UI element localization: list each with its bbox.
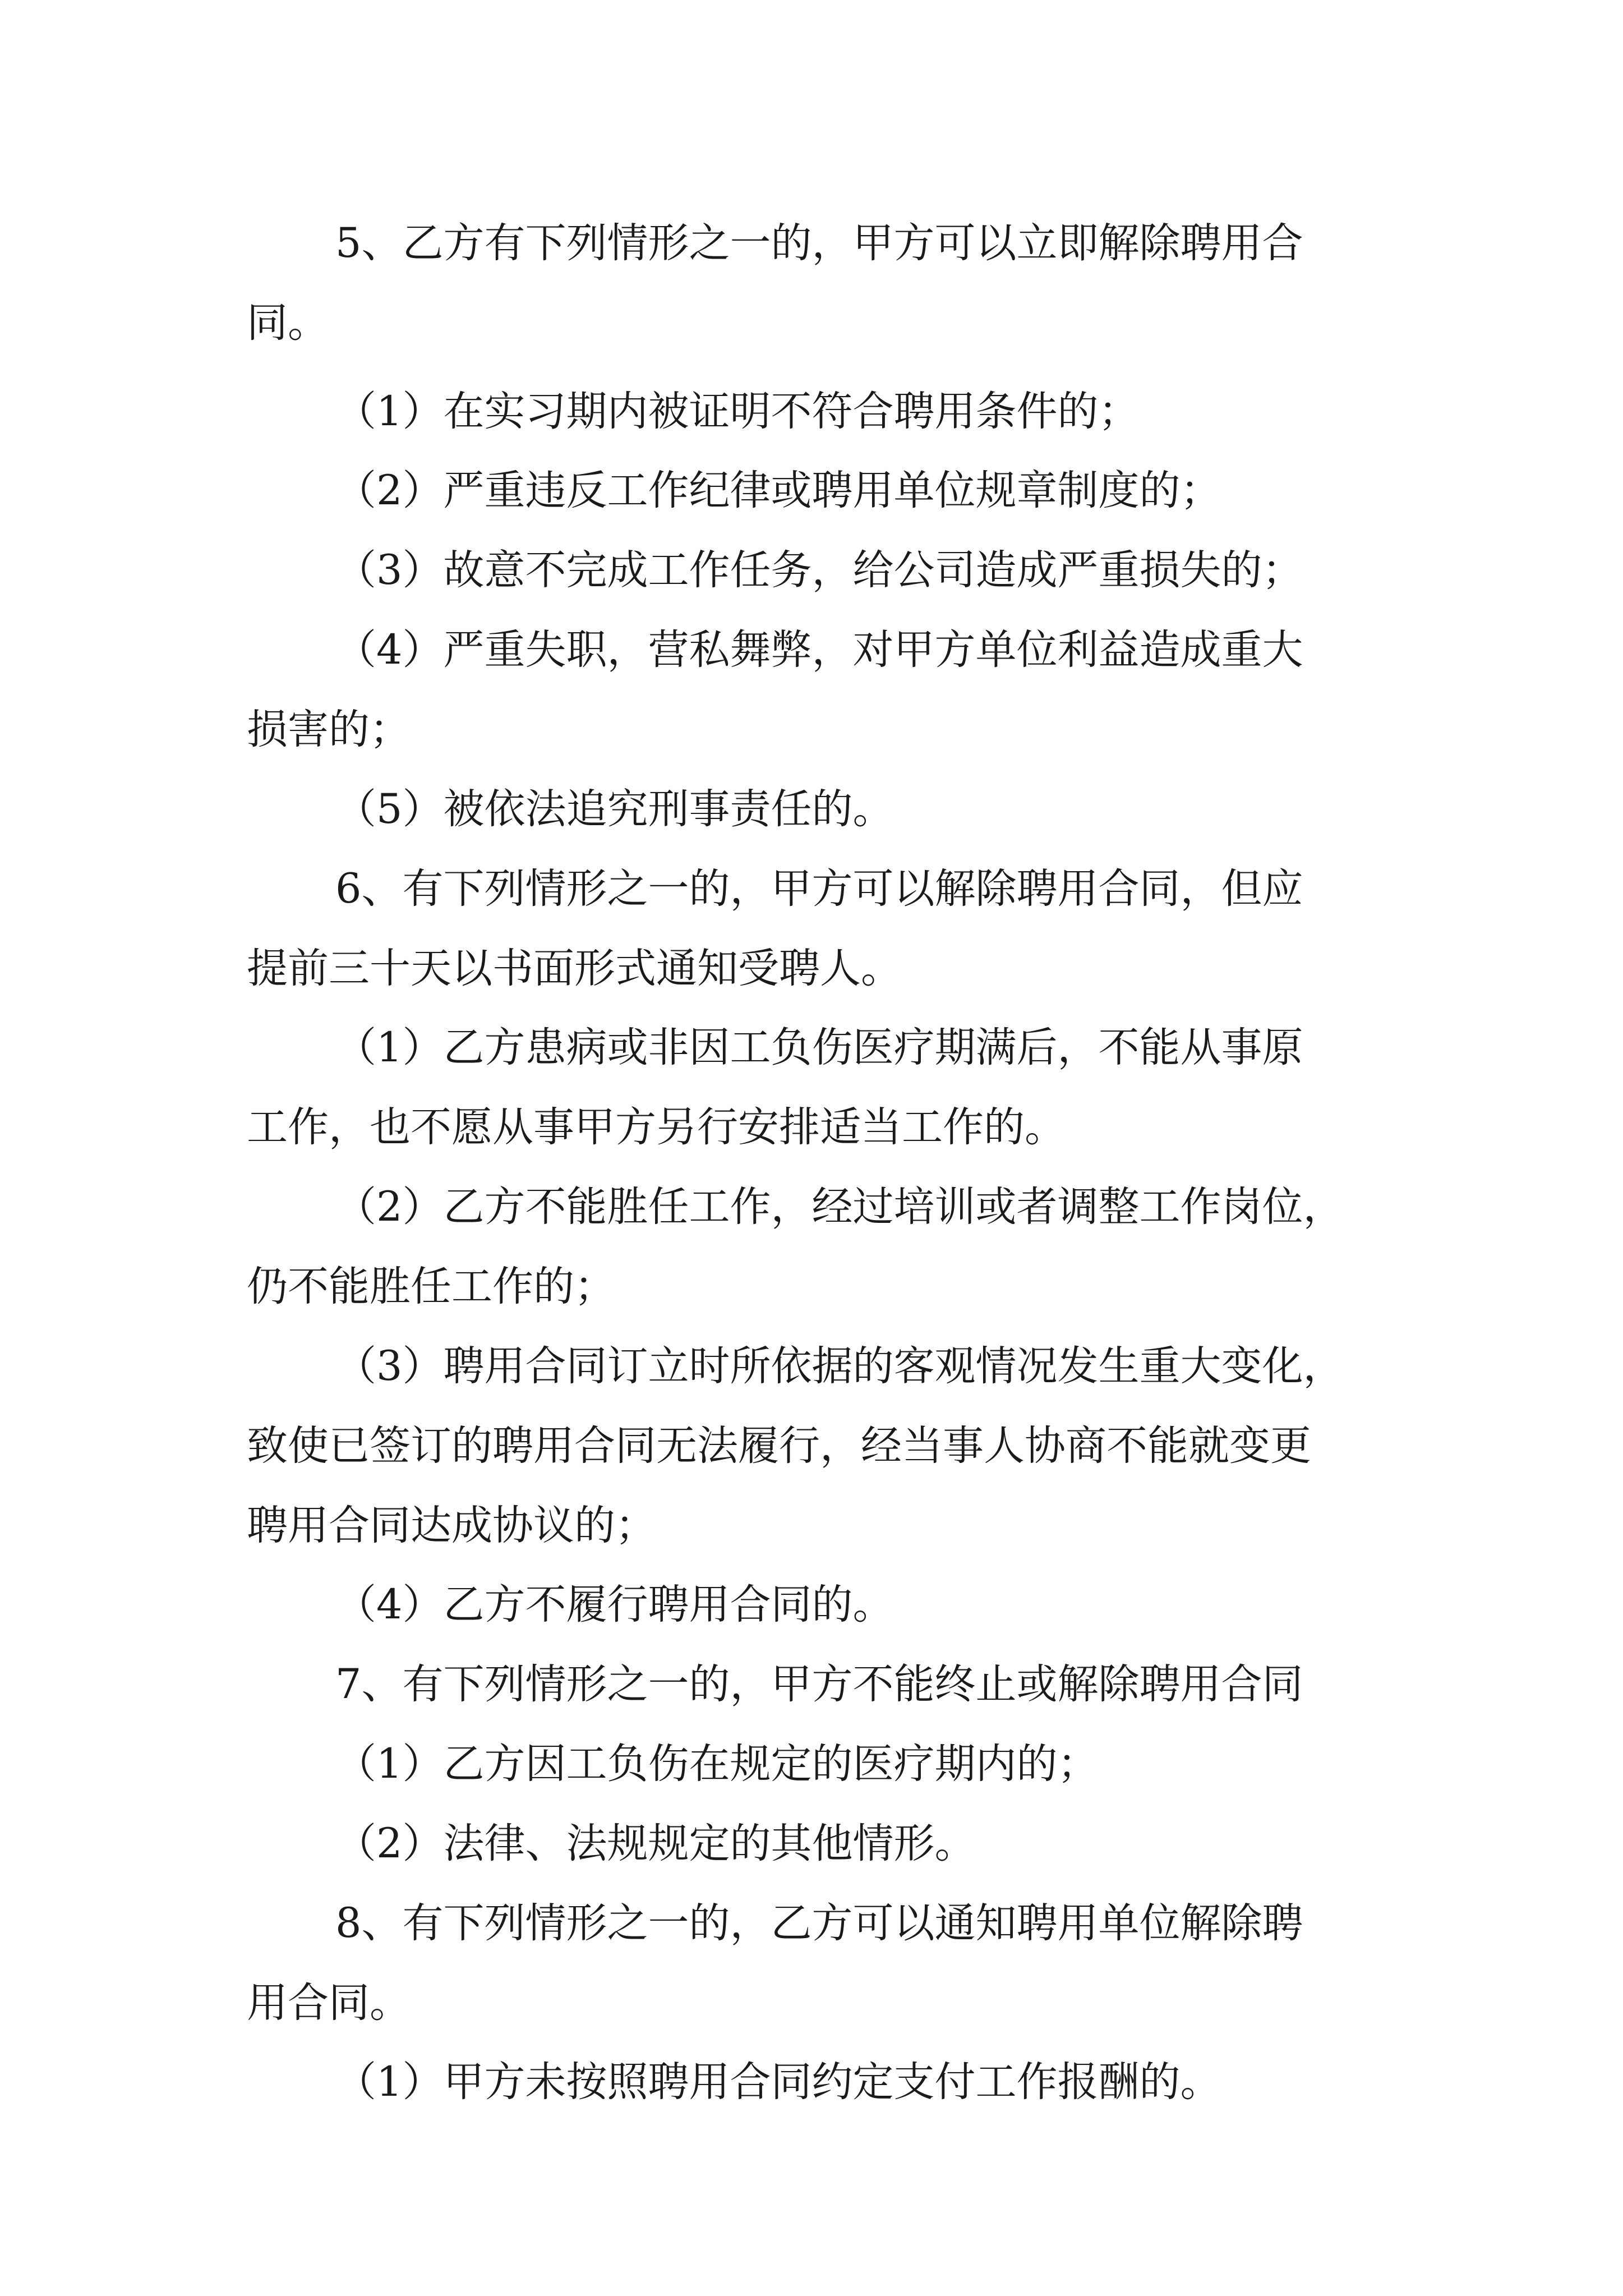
text-line: （5）被依法追究刑事责任的。	[335, 785, 894, 833]
text-line: 损害的；	[247, 706, 411, 753]
text-line: 8、有下列情形之一的，乙方可以通知聘用单位解除聘	[335, 1899, 1303, 1947]
text-line: （1）甲方未按照聘用合同约定支付工作报酬的。	[335, 2058, 1221, 2106]
text-line: 6、有下列情形之一的，甲方可以解除聘用合同，但应	[335, 865, 1303, 913]
text-line: （3）聘用合同订立时所依据的客观情况发生重大变化，	[335, 1342, 1344, 1390]
text-line: 同。	[247, 299, 329, 347]
text-line: （2）乙方不能胜任工作，经过培训或者调整工作岗位，	[335, 1183, 1344, 1231]
text-line: （1）乙方患病或非因工负伤医疗期满后，不能从事原	[335, 1024, 1303, 1071]
text-line: （2）法律、法规规定的其他情形。	[335, 1820, 976, 1867]
text-line: （4）乙方不履行聘用合同的。	[335, 1581, 894, 1628]
text-line: （3）故意不完成工作任务，给公司造成严重损失的；	[335, 546, 1303, 594]
text-line: （2）严重违反工作纪律或聘用单位规章制度的；	[335, 467, 1221, 514]
text-line: （4）严重失职，营私舞弊，对甲方单位利益造成重大	[335, 626, 1303, 674]
text-line: 5、乙方有下列情形之一的，甲方可以立即解除聘用合	[335, 219, 1303, 267]
text-line: （1）乙方因工负伤在规定的医疗期内的；	[335, 1740, 1099, 1788]
text-line: （1）在实习期内被证明不符合聘用条件的；	[335, 388, 1140, 435]
text-line: 聘用合同达成协议的；	[247, 1502, 656, 1549]
text-line: 致使已签订的聘用合同无法履行，经当事人协商不能就变更	[247, 1422, 1311, 1470]
text-line: 工作，也不愿从事甲方另行安排适当工作的。	[247, 1103, 1066, 1151]
text-line: 仍不能胜任工作的；	[247, 1263, 615, 1310]
text-line: 提前三十天以书面形式通知受聘人。	[247, 945, 902, 992]
text-line: 7、有下列情形之一的，甲方不能终止或解除聘用合同	[335, 1660, 1303, 1708]
text-line: 用合同。	[247, 1979, 411, 2027]
